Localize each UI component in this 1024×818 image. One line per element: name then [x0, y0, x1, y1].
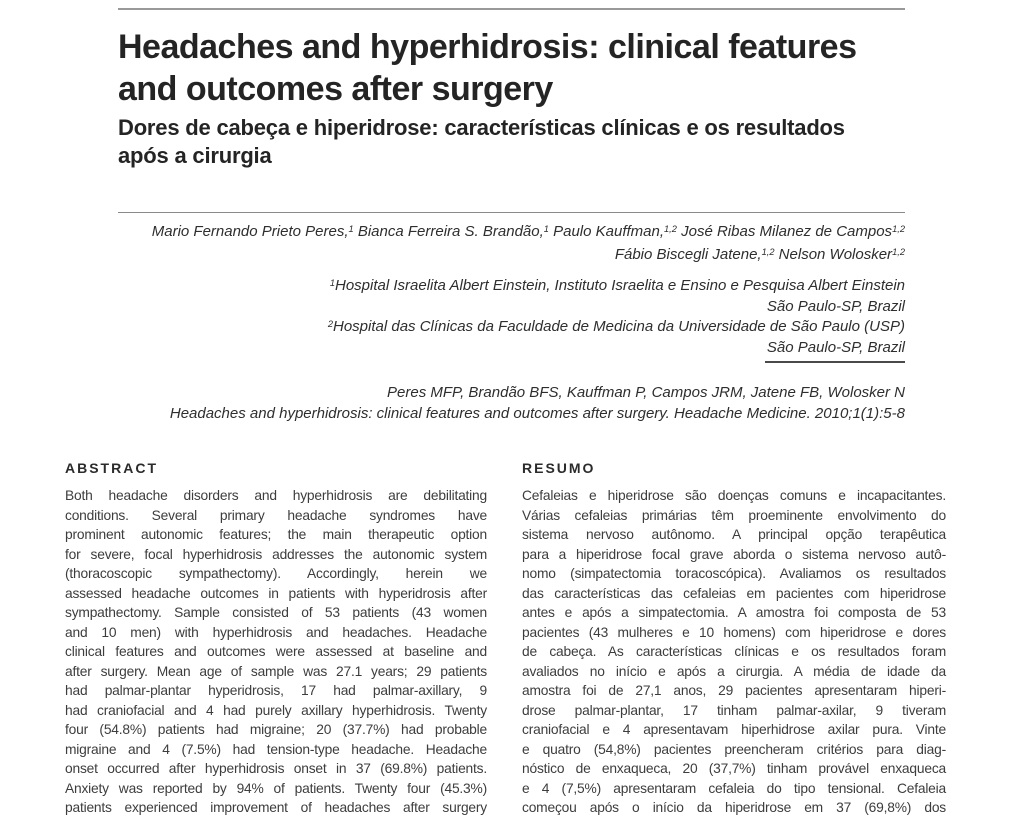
- citation-block: [118, 382, 905, 424]
- abstract-text-line: after surgery. Mean age of sample was 27.1 years; 29 patients: [65, 663, 487, 679]
- abstract-text-line: e quatro (54,8%) pacientes preencheram critérios para diag-: [522, 741, 946, 757]
- affiliation-superscript: 1,2: [892, 223, 905, 234]
- abstract-text-line: and 10 men) with hyperhidrosis and headaches. Headache: [65, 624, 487, 640]
- affiliation-superscript: 1: [329, 277, 335, 288]
- affiliation-superscript: 1,2: [892, 246, 905, 257]
- abstract-text-line: had palmar-plantar hyperidrosis, 17 had palmar-axillary, 9: [65, 683, 487, 698]
- abstract-text-line: Várias cefaleias primárias têm proeminente envolvimento do: [522, 507, 946, 523]
- abstract-text-line: onset occurred after hyperhidrosis onset in 37 (69.8%) patients.: [65, 761, 487, 776]
- abstract-text-line: pacientes (43 mulheres e 10 homens) com hiperidrose e dores: [522, 624, 946, 640]
- citation-authors: Peres MFP, Brandão BFS, Kauffman P, Campos JRM, Jatene FB, Wolosker N: [387, 384, 905, 401]
- article-title-portuguese: [118, 114, 905, 170]
- affiliation-1: $^1$Hospital Israelita Albert Einstein, Instituto Israelita e Ensino e Pesquisa Albert Einstein: [329, 277, 905, 294]
- abstract-text-line: sympathectomy. Sample consisted of 53 patients (43 women: [65, 605, 487, 620]
- affiliations-end-divider: [765, 361, 905, 363]
- resumo-portuguese-column: [522, 460, 946, 815]
- abstract-text-line: Both headache disorders and hyperhidrosis are debilitating: [65, 488, 487, 503]
- affiliation-superscript: 2: [327, 318, 333, 329]
- abstract-text-line: das características das cefaleias em pacientes com hiperidrose: [522, 585, 946, 601]
- affiliations: [118, 276, 905, 358]
- abstract-text-line: craniofacial e 4 apresentavam hiperhidrose axilar pura. Vinte: [522, 722, 946, 737]
- authors-divider: [118, 212, 905, 213]
- abstract-text-line: e 4 (7,5%) apresentaram cefaleia do tipo tensional. Cefaleia: [522, 780, 946, 796]
- abstract-text-line: drose palmar-plantar, 17 tinham palmar-axilar, 9 tiveram: [522, 702, 946, 718]
- abstract-text-line: migraine and 4 (7.5%) had tension-type headache. Headache: [65, 741, 487, 757]
- abstract-text-line: avaliados no início e após a cirurgia. A média de idade da: [522, 663, 946, 679]
- citation-reference: Headaches and hyperhidrosis: clinical features and outcomes after surgery. Headache Medicine. 2010;1(1):5-8: [169, 405, 905, 422]
- affiliation-superscript: 1,2: [664, 223, 677, 234]
- title-line-2: and outcomes after surgery: [118, 70, 553, 108]
- abstract-columns: [65, 460, 946, 815]
- abstract-text-line: four (54.8%) patients had migraine; 20 (37.7%) had probable: [65, 722, 487, 737]
- abstract-text-line: amostra foi de 27,1 anos, 29 pacientes apresentaram hiperi-: [522, 683, 946, 698]
- abstract-partial-line: patients experienced improvement of headaches after surgery: [65, 800, 487, 815]
- author-line-2: Fábio Biscegli Jatene,$^{1,2}$ Nelson Wolosker$^{1,2}$: [614, 246, 905, 263]
- top-divider: [118, 8, 905, 10]
- abstract-heading: ABSTRACT: [65, 460, 158, 476]
- subtitle-line-1: Dores de cabeça e hiperidrose: características clínicas e os resultados: [118, 115, 845, 140]
- subtitle-line-2: após a cirurgia: [118, 143, 272, 168]
- affiliation-2: $^2$Hospital das Clínicas da Faculdade de Medicina da Universidade de São Paulo (USP): [327, 318, 905, 335]
- resumo-body: [522, 486, 946, 798]
- abstract-text-line: for severe, focal hyperhidrosis addresses the autonomic system: [65, 546, 487, 562]
- abstract-text-line: Cefaleias e hiperidrose são doenças comuns e incapacitantes.: [522, 488, 946, 503]
- abstract-text-line: clinical features and outcomes were assessed at baseline and: [65, 644, 487, 659]
- abstract-text-line: de cabeça. As características clínicas e os resultados foram: [522, 644, 946, 659]
- abstract-english-column: [65, 460, 487, 815]
- masthead: [118, 8, 905, 424]
- abstract-text-line: Anxiety was reported by 94% of patients. Twenty four (45.3%): [65, 780, 487, 796]
- resumo-heading: RESUMO: [522, 460, 596, 476]
- affiliation-superscript: 1,2: [761, 246, 775, 257]
- affiliation-1-city: São Paulo-SP, Brazil: [766, 298, 905, 315]
- abstract-text-line: conditions. Several primary headache syndromes have: [65, 507, 487, 523]
- paper-page: [0, 8, 1024, 815]
- abstract-text-line: nóstico de enxaqueca, 20 (37,7%) tinham provável enxaqueca: [522, 761, 946, 776]
- affiliation-superscript: 1: [348, 223, 354, 234]
- abstract-text-line: para a hiperidrose focal grave aborda o sistema nervoso autô-: [522, 546, 946, 562]
- article-title-english: [118, 26, 905, 110]
- author-list: [118, 221, 905, 267]
- abstract-text-line: nomo (simpatectomia toracoscópica). Avaliamos os resultados: [522, 566, 946, 581]
- affiliation-2-city: São Paulo-SP, Brazil: [766, 339, 905, 356]
- abstract-text-line: prominent autonomic features; the main therapeutic option: [65, 527, 487, 542]
- abstract-text-line: had craniofacial and 4 had purely axillary hyperhidrosis. Twenty: [65, 702, 487, 718]
- author-line-1: Mario Fernando Prieto Peres,$^1$ Bianca Ferreira S. Brandão,$^1$ Paulo Kauffman,$^{1,2}$ José Ribas Milanez de Campos$^{1,2}$: [151, 223, 905, 240]
- abstract-text-line: antes e após a simpatectomia. A amostra foi composta de 53: [522, 605, 946, 620]
- abstract-text-line: sistema nervoso autônomo. A principal opção terapêutica: [522, 527, 946, 542]
- abstract-text-line: (thoracoscopic sympathectomy). Accordingly, herein we: [65, 566, 487, 581]
- resumo-partial-line: começou após o início da hiperidrose em 37 (69,8%) dos: [522, 800, 946, 815]
- abstract-body: [65, 486, 487, 798]
- abstract-text-line: assessed headache outcomes in patients with hyperidrosis after: [65, 585, 487, 601]
- title-line-1: Headaches and hyperhidrosis: clinical features: [118, 28, 857, 66]
- affiliation-superscript: 1: [543, 223, 549, 234]
